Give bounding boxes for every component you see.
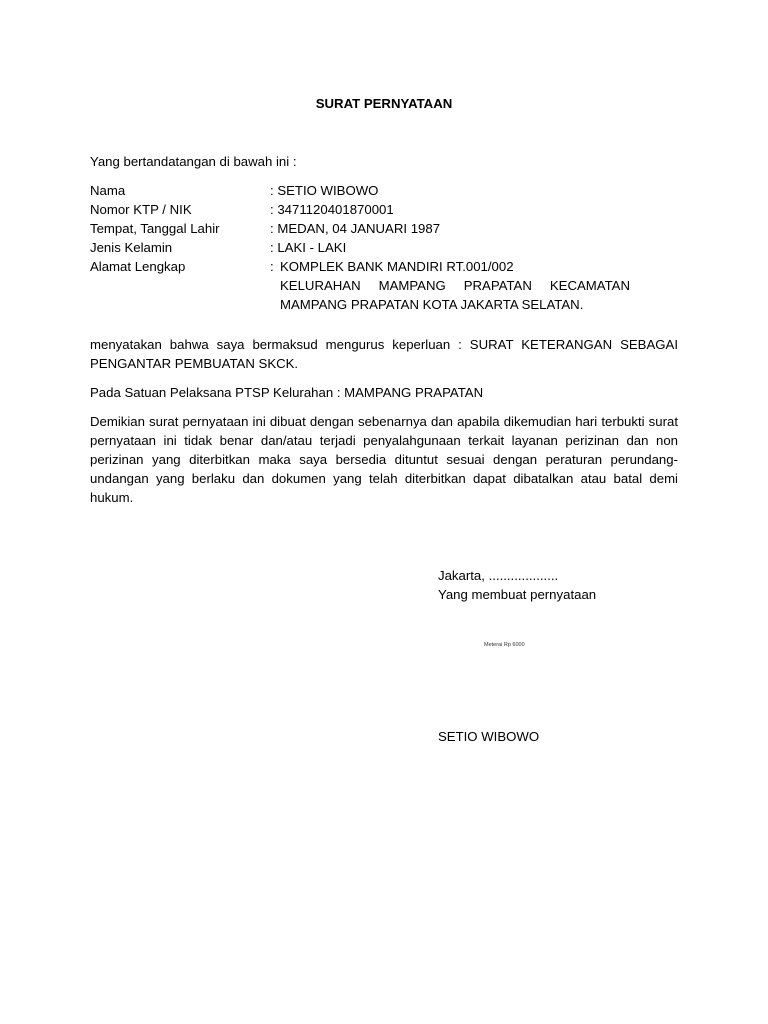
field-value-nama: : SETIO WIBOWO xyxy=(270,183,379,198)
address-colon: : xyxy=(270,259,274,274)
field-label-gender: Jenis Kelamin xyxy=(90,240,173,255)
field-label-nik: Nomor KTP / NIK xyxy=(90,202,192,217)
address-line-3: MAMPANG PRAPATAN KOTA JAKARTA SELATAN. xyxy=(280,297,584,312)
signature-place-date: Jakarta, ................... xyxy=(438,568,559,583)
address-word: KECAMATAN xyxy=(549,278,630,293)
field-label-address: Alamat Lengkap xyxy=(90,259,186,274)
office-paragraph: Pada Satuan Pelaksana PTSP Kelurahan : MAMPANG PRAPATAN xyxy=(90,385,484,400)
intro-text: Yang bertandatangan di bawah ini : xyxy=(90,154,297,169)
field-label-ttl: Tempat, Tanggal Lahir xyxy=(90,221,220,236)
field-value-gender: : LAKI - LAKI xyxy=(270,240,347,255)
address-word: MAMPANG xyxy=(378,278,446,293)
address-word: KELURAHAN xyxy=(280,278,361,293)
declaration-paragraph: Demikian surat pernyataan ini dibuat dengan sebenarnya dan apabila dikemudian hari terbukti surat pernyataan ini tidak benar dan/atau terjadi penyalahgunaan terkait layanan perizinan dan non perizinan yang diterbitkan maka saya bersedia dituntut sesuai dengan peraturan perundang-undangan yang berlaku dan dokumen yang telah diterbitkan dapat dibatalkan atau batal demi hukum. xyxy=(90,414,678,505)
address-word: PRAPATAN xyxy=(463,278,532,293)
address-line-1: KOMPLEK BANK MANDIRI RT.001/002 xyxy=(280,259,514,274)
field-label-nama: Nama xyxy=(90,183,126,198)
stamp-placeholder: Meterai Rp 6000 xyxy=(484,642,525,648)
field-value-ttl: : MEDAN, 04 JANUARI 1987 xyxy=(270,221,441,236)
document-title: SURAT PERNYATAAN xyxy=(315,96,453,111)
statement-paragraph: menyatakan bahwa saya bermaksud mengurus keperluan : SURAT KETERANGAN SEBAGAI PENGANTAR PEMBUATAN SKCK. xyxy=(90,337,678,371)
signer-name: SETIO WIBOWO xyxy=(438,729,540,744)
address-block xyxy=(270,257,630,314)
field-value-nik: : 3471120401870001 xyxy=(270,202,394,217)
address-line-2 xyxy=(280,276,630,295)
signature-role: Yang membuat pernyataan xyxy=(438,587,597,602)
